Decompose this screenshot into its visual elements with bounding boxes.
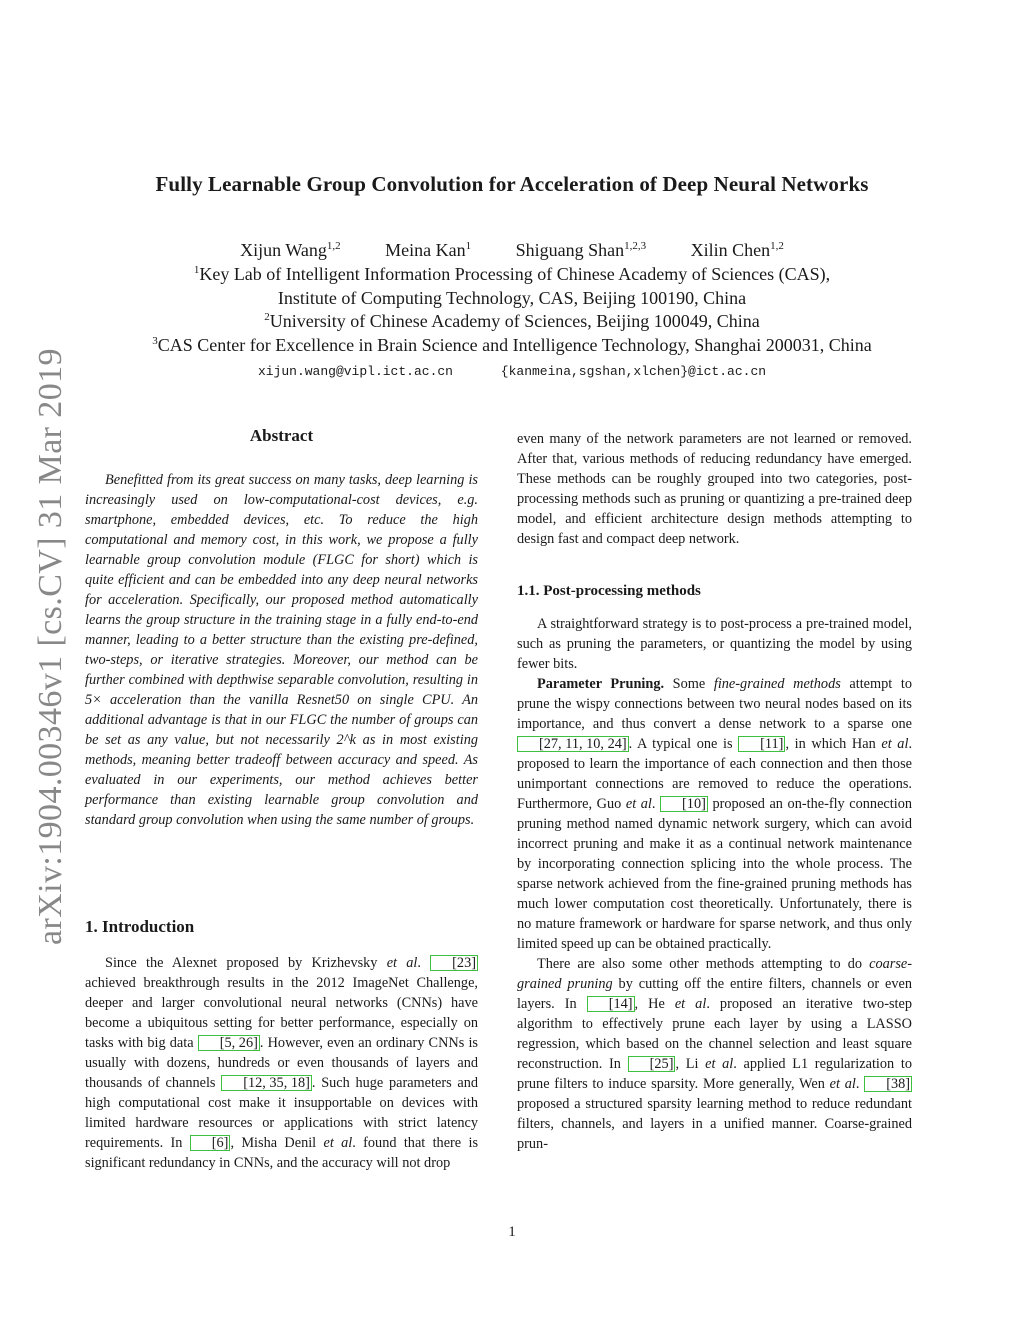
et-al: et al: [829, 1076, 856, 1092]
text-run: attempt to prune the wispy connections between two neural nodes based on its importance, and thus convert a dense network to a sparse one: [517, 676, 912, 732]
affil-text: University of Chinese Academy of Sciences, Beijing 100049, China: [269, 311, 760, 331]
affil-mark: 3: [152, 335, 158, 347]
introduction-body: [85, 953, 478, 1173]
text-run: . Such huge parameters and high computational cost make it insupportable on devices with limited hardware resources or applications with strict latency requirements. In: [85, 1075, 479, 1151]
citation-link[interactable]: [23]: [430, 955, 478, 971]
section-heading-introduction: 1. Introduction: [85, 917, 195, 936]
et-al: et al: [705, 1056, 734, 1072]
text-run: . found that there is significant redundancy in CNNs, and the accuracy will not drop: [85, 1135, 479, 1171]
author: [240, 240, 340, 261]
arxiv-stamp: arXiv:1904.00346v1 [cs.CV] 31 Mar 2019: [32, 348, 69, 945]
citation-link[interactable]: [27, 11, 10, 24]: [517, 736, 629, 752]
author-name: Xijun Wang: [240, 240, 327, 260]
affil-text: Key Lab of Intelligent Information Processing of Chinese Academy of Sciences (CAS),: [199, 264, 831, 284]
text-run: proposed an on-the-fly connection pruning method named dynamic network surgery, which can avoid incorrect pruning and make it as a continual network maintenance by incorporating connection splicing into the whole process. The sparse network achieved from the fine-grained pruning methods has much lower computation cost theoretically. Unfortunately, there is no mature framework or hardware for sparse network, and thus only limited speed up can be obtained practically.: [517, 796, 913, 952]
paragraph: even many of the network parameters are not learned or removed. After that, various methods of reducing redundancy have emerged. These methods can be roughly grouped into two categories, post-processing methods such as pruning or quantizing a pre-trained deep model, and efficient architecture design methods attempting to design fast and compact deep network.: [517, 431, 912, 547]
citation-link[interactable]: [25]: [628, 1056, 676, 1072]
abstract-paragraph: Benefitted from its great success on many tasks, deep learning is increasingly used on low-computational-cost devices, e.g. smartphone, embedded devices, etc. To reduce the high computational and memory cost, in this work, we propose a fully learnable group convolution module (FLGC for short) which is quite efficient and can be embedded into any deep neural networks for acceleration. Specifically, our proposed method automatically learns the group structure in the training stage in a fully end-to-end manner, leading to a better structure than the existing pre-defined, two-steps, or iterative strategies. Moreover, our method can be further combined with depthwise separable convolution, resulting in 5× acceleration than the vanilla Resnet50 on single CPU. An additional advantage is that in our FLGC the number of groups can be set as any value, but not necessarily 2^k as in most existing methods, meaning better tradeoff between accuracy and speed. As evaluated in our experiments, our method achieves better performance than existing learnable group convolution and standard group convolution when using the same number of groups.: [85, 472, 478, 828]
text-run: . proposed to learn the importance of each connection and then those unimportant connections are removed to reduce the operations. Furthermore, Guo: [517, 736, 913, 812]
abstract-text: [85, 470, 478, 830]
author-name: Shiguang Shan: [515, 240, 625, 260]
author-name: Xilin Chen: [690, 240, 771, 260]
author-affil-mark: 1: [465, 240, 472, 252]
right-column-body: [517, 614, 912, 1154]
text-run: Since the Alexnet proposed by Krizhevsky: [105, 955, 387, 971]
affil-text: CAS Center for Excellence in Brain Science and Intelligence Technology, Shanghai 200031, China: [157, 335, 872, 355]
text-run: . applied L1 regularization to prune filters to induce sparsity. More generally, Wen: [517, 1056, 912, 1092]
citation-link[interactable]: [5, 26]: [198, 1035, 260, 1051]
et-al: et al: [674, 996, 707, 1012]
author-list: [0, 240, 1024, 261]
author-affil-mark: 1,2,3: [624, 240, 647, 252]
author: [385, 240, 471, 261]
affil-mark: 1: [193, 264, 200, 276]
citation-link[interactable]: [12, 35, 18]: [221, 1075, 312, 1091]
email[interactable]: xijun.wang@vipl.ict.ac.cn: [257, 364, 453, 379]
text-run: . A typical one is: [628, 736, 739, 752]
author: [516, 240, 647, 261]
affil-text: Institute of Computing Technology, CAS, Beijing 100190, China: [277, 288, 747, 308]
subsection-heading-post-processing: 1.1. Post-processing methods: [517, 583, 701, 599]
paragraph: [517, 954, 912, 1154]
author-affil-mark: 1,2: [770, 240, 784, 252]
text-run: proposed a structured sparsity learning method to reduce redundant filters, channels, and layers in a unified manner. Coarse-grained prun-: [517, 1096, 912, 1152]
affiliation: [0, 311, 1024, 332]
citation-link[interactable]: [10]: [660, 796, 708, 812]
author-affil-mark: 1,2: [326, 240, 341, 252]
paper-title: Fully Learnable Group Convolution for Acceleration of Deep Neural Networks: [155, 172, 869, 196]
et-al: et al: [323, 1135, 353, 1151]
text-run: . proposed an iterative two-step algorithm to effectively prune each layer by using a LASSO regression, which based on the channel selection and least square reconstruction. In: [517, 996, 912, 1072]
text-run: , in which Han: [785, 736, 882, 752]
text-run: achieved breakthrough results in the 2012 ImageNet Challenge, deeper and larger convolutional neural networks (CNNs) have become a ubiquitous setting for better performance, especially on tasks with big data: [85, 975, 478, 1051]
affiliation: [0, 264, 1024, 285]
text-run: by cutting off the entire filters, channels or even layers. In: [517, 976, 913, 1012]
paragraph: [517, 674, 912, 954]
text-run: , He: [634, 996, 675, 1012]
page-number: 1: [508, 1224, 516, 1240]
author-emails: [0, 364, 1024, 379]
text-run: , Li: [675, 1056, 706, 1072]
affil-mark: 2: [264, 311, 270, 323]
author: [691, 240, 784, 261]
paragraph: [85, 953, 478, 1173]
emphasis: coarse-grained pruning: [517, 956, 912, 992]
et-al: et al: [625, 796, 652, 812]
citation-link[interactable]: [11]: [738, 736, 785, 752]
text-run: .: [855, 1076, 865, 1092]
right-column-continuation: [517, 429, 912, 549]
abstract-heading: Abstract: [249, 426, 314, 445]
text-run: There are also some other methods attempting to do: [537, 956, 870, 972]
text-run: Some: [664, 676, 714, 692]
citation-link[interactable]: [38]: [864, 1076, 912, 1092]
et-al: et al: [386, 955, 418, 971]
citation-link[interactable]: [6]: [190, 1135, 231, 1151]
email[interactable]: {kanmeina,sgshan,xlchen}@ict.ac.cn: [500, 364, 767, 379]
affiliation: [0, 335, 1024, 356]
paragraph: A straightforward strategy is to post-process a pre-trained model, such as pruning the parameters, or quantizing the model by using fewer bits.: [517, 616, 912, 672]
text-run: , Misha Denil: [230, 1135, 324, 1151]
text-run: . However, even an ordinary CNNs is usually with dozens, hundreds or even thousands of layers and thousands of channels: [85, 1035, 478, 1091]
citation-link[interactable]: [14]: [587, 996, 635, 1012]
text-run: .: [417, 955, 431, 971]
emphasis: fine-grained methods: [713, 676, 841, 692]
paragraph-lead: Parameter Pruning.: [537, 676, 665, 692]
et-al: et al: [881, 736, 909, 752]
author-name: Meina Kan: [385, 240, 466, 260]
text-run: .: [651, 796, 661, 812]
affiliation: [0, 288, 1024, 309]
